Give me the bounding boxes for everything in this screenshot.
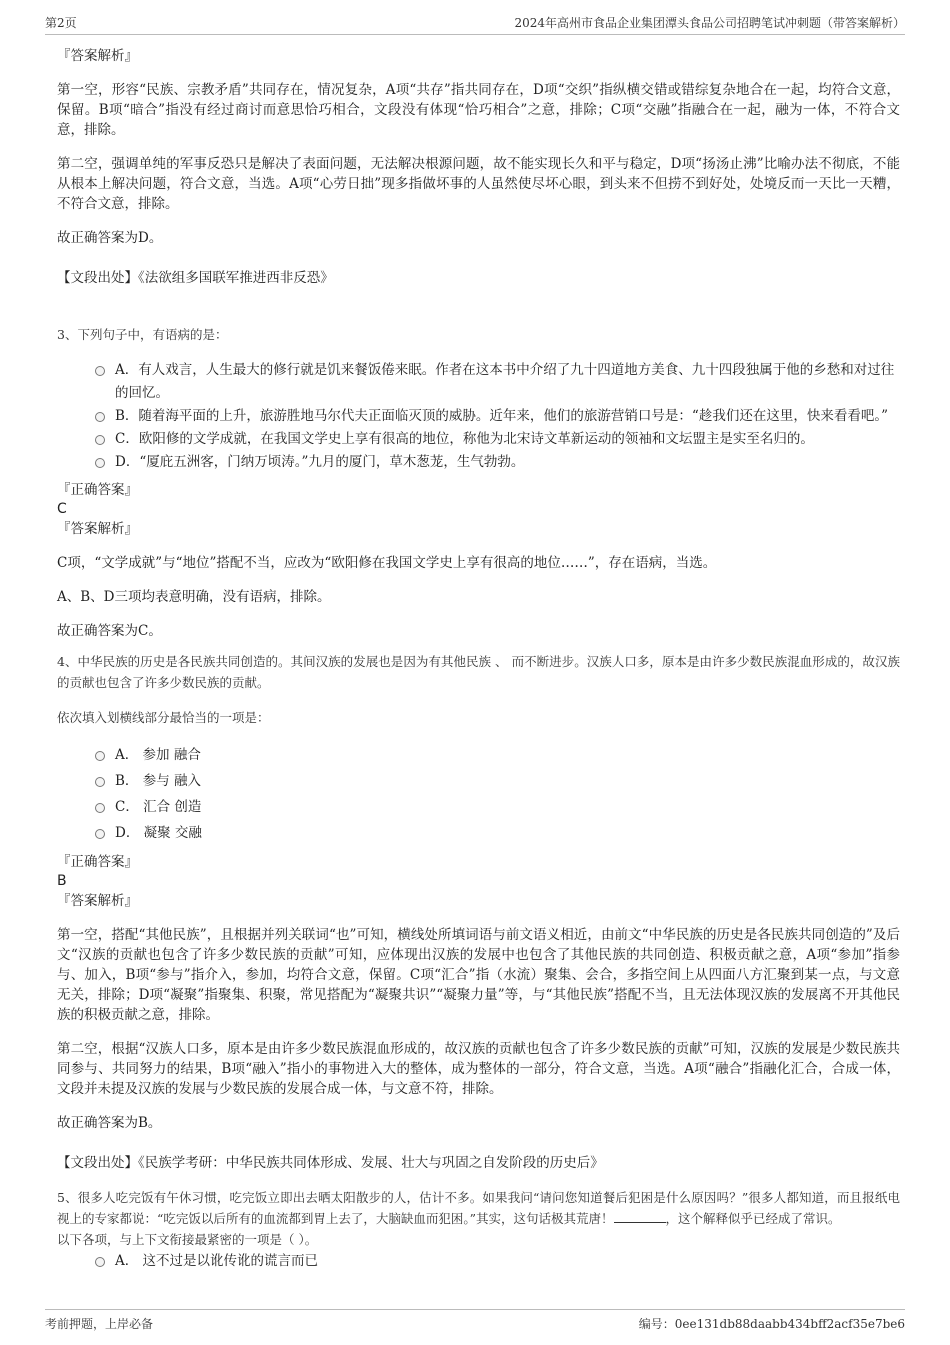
- q5-options: [57, 1250, 900, 1273]
- q2-source: 【文段出处】《法欲组多国联军推进西非反恐》: [57, 270, 334, 286]
- document-title: 2024年高州市食品企业集团潭头食品公司招聘笔试冲刺题（带答案解析）: [514, 16, 905, 30]
- document-id: 编号：0ee131db88daabb434bff2acf35e7be6: [638, 1317, 905, 1331]
- q3-options: [57, 359, 900, 474]
- footer-slogan: 考前押题，上岸必备: [45, 1317, 154, 1331]
- q2-conclusion: 故正确答案为D。: [57, 230, 163, 246]
- q3-analysis-label: 『答案解析』: [57, 521, 138, 537]
- q4-correct-label: 『正确答案』: [57, 854, 138, 870]
- q2-analysis-para2: 第二空，强调单纯的军事反恐只是解决了表面问题，无法解决根源问题，故不能实现长久和平与稳定，D项“扬汤止沸”比喻办法不彻底，不能从根本上解决问题，符合文意，当选。A项“心劳日拙”现多指做坏事的人虽然使尽坏心眼，到头来不但捞不到好处，处境反而一天比一天糟，不符合文意，排除。: [57, 156, 900, 212]
- radio-icon[interactable]: [95, 751, 105, 761]
- q5-prompt: 以下各项，与上下文衔接最紧密的一项是（ ）。: [57, 1232, 318, 1247]
- q4-options: [57, 742, 900, 846]
- q3-option-c[interactable]: C．欧阳修的文学成就，在我国文学史上享有很高的地位，称他为北宋诗文革新运动的领袖和文坛盟主是实至名归的。: [57, 428, 900, 451]
- radio-icon[interactable]: [95, 458, 105, 468]
- q5-option-a[interactable]: A． 这不过是以讹传讹的谎言而已: [57, 1250, 900, 1273]
- q2-analysis-label: 『答案解析』: [57, 48, 138, 64]
- q4-option-b[interactable]: B． 参与 融入: [57, 768, 900, 794]
- page-footer: [45, 1309, 905, 1334]
- q4-option-c[interactable]: C． 汇合 创造: [57, 794, 900, 820]
- radio-icon[interactable]: [95, 412, 105, 422]
- q4-analysis-label: 『答案解析』: [57, 893, 138, 909]
- q3-stem: 3、下列句子中，有语病的是：: [57, 327, 228, 342]
- q3-analysis-para1: C项，“文学成就”与“地位”搭配不当，应改为“欧阳修在我国文学史上享有很高的地位……”，存在语病，当选。: [57, 555, 717, 571]
- q4-source: 【文段出处】《民族学考研：中华民族共同体形成、发展、壮大与巩固之自发阶段的历史后》: [57, 1155, 604, 1171]
- q4-conclusion: 故正确答案为B。: [57, 1115, 162, 1131]
- q4-correct-answer: B: [57, 873, 67, 889]
- q3-option-a[interactable]: A．有人戏言，人生最大的修行就是饥来餐饭倦来眠。作者在这本书中介绍了九十四道地方美食、九十四段独属于他的乡愁和对过往的回忆。: [57, 359, 900, 405]
- q3-analysis-para2: A、B、D三项均表意明确，没有语病，排除。: [57, 589, 331, 605]
- q2-analysis-para1: 第一空，形容“民族、宗教矛盾”共同存在，情况复杂，A项“共存”指共同存在，D项“交织”指纵横交错或错综复杂地合在一起，均符合文意，保留。B项“暗合”指没有经过商讨而意思恰巧相合，文段没有体现“恰巧相合”之意，排除；C项“交融”指融合在一起，融为一体，不符合文意，排除。: [57, 82, 900, 138]
- q3-conclusion: 故正确答案为C。: [57, 623, 162, 639]
- q5-stem: 5、很多人吃完饭有午休习惯，吃完饭立即出去晒太阳散步的人，估计不多。如果我问“请问您知道餐后犯困是什么原因吗？”很多人都知道，而且报纸电视上的专家都说：“吃完饭以后所有的血流都到胃上去了，大脑缺血而犯困。”其实，这句话极其荒唐！ ，这个解释似乎已经成了常识。: [57, 1190, 900, 1226]
- q3-correct-answer: C: [57, 501, 67, 517]
- radio-icon[interactable]: [95, 435, 105, 445]
- q4-prompt: 依次填入划横线部分最恰当的一项是：: [57, 710, 270, 725]
- page-header: [45, 12, 905, 35]
- page-number: 第2页: [45, 16, 77, 30]
- q3-option-b[interactable]: B．随着海平面的上升，旅游胜地马尔代夫正面临灭顶的威胁。近年来，他们的旅游营销口号是：“趁我们还在这里，快来看看吧。”: [57, 405, 900, 428]
- q4-stem: 4、中华民族的历史是各民族共同创造的。其间汉族的发展也是因为有其他民族 、 而不断进步。汉族人口多，原本是由许多少数民族混血形成的，故汉族的贡献也包含了许多少数民族的贡献。: [57, 654, 900, 690]
- q4-option-d[interactable]: D． 凝聚 交融: [57, 820, 900, 846]
- radio-icon[interactable]: [95, 803, 105, 813]
- radio-icon[interactable]: [95, 1257, 105, 1267]
- radio-icon[interactable]: [95, 829, 105, 839]
- q4-analysis-para2: 第二空，根据“汉族人口多，原本是由许多少数民族混血形成的，故汉族的贡献也包含了许多少数民族的贡献”可知，汉族的发展是少数民族共同参与、共同努力的结果，B项“融入”指小的事物进入大的整体，成为整体的一部分，符合文意，当选。A项“融合”指融化汇合，合成一体，文段并未提及汉族的发展与少数民族的发展合成一体，与文意不符，排除。: [57, 1041, 900, 1097]
- q4-option-a[interactable]: A． 参加 融合: [57, 742, 900, 768]
- page-content: [57, 46, 900, 1273]
- q3-option-d[interactable]: D．“厦庇五洲客，门纳万顷涛。”九月的厦门，草木葱茏，生气勃勃。: [57, 451, 900, 474]
- fill-blank: [614, 1210, 666, 1223]
- radio-icon[interactable]: [95, 366, 105, 376]
- q3-correct-label: 『正确答案』: [57, 482, 138, 498]
- radio-icon[interactable]: [95, 777, 105, 787]
- q4-analysis-para1: 第一空，搭配“其他民族”，且根据并列关联词“也”可知，横线处所填词语与前文语义相近，由前文“中华民族的历史是各民族共同创造的”及后文“汉族的贡献也包含了许多少数民族的贡献”可知，应体现出汉族的发展中也包含了其他民族的共同创造、积极贡献之意，A项“参加”指参与、加入，B项“参与”指介入，参加，均符合文意，保留。C项“汇合”指（水流）聚集、会合，多指空间上从四面八方汇聚到某一点，与文意无关，排除；D项“凝聚”指聚集、积聚，常见搭配为“凝聚共识”“凝聚力量”等，与“其他民族”搭配不当，且无法体现汉族的发展离不开其他民族的积极贡献之意，排除。: [57, 927, 900, 1023]
